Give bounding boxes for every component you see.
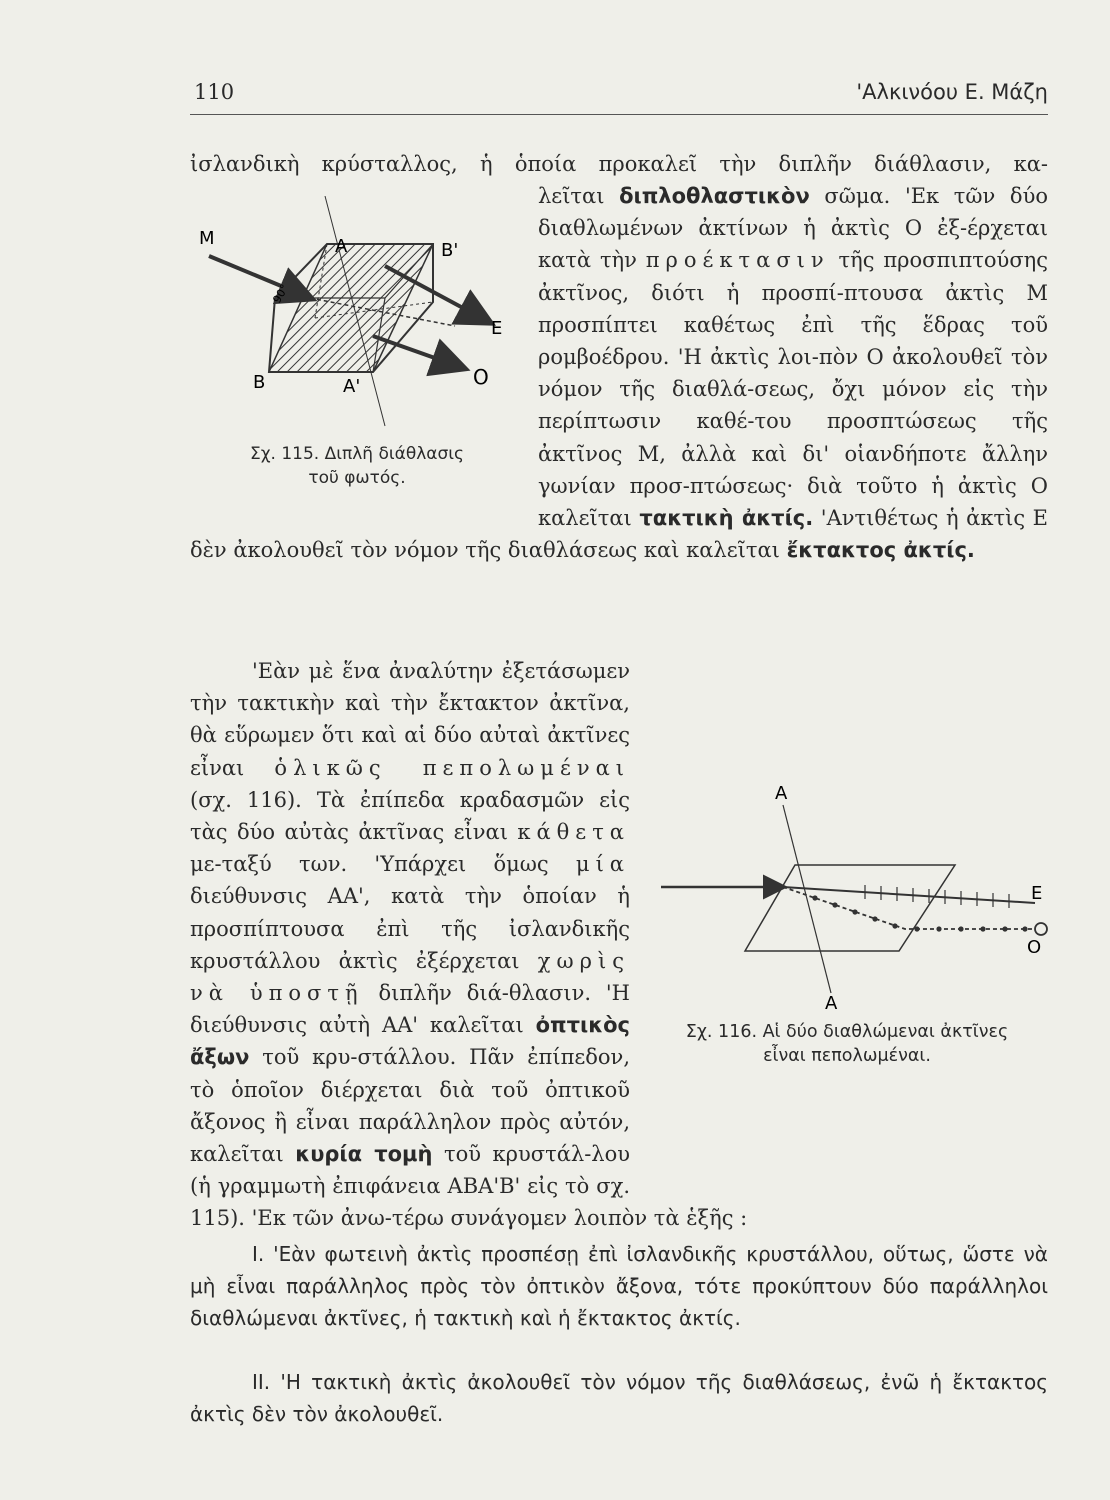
label-e: Ε (1031, 883, 1043, 904)
label-a-top: Α (775, 783, 788, 804)
label-e: Ε (491, 318, 503, 339)
figure-116-caption: Σχ. 116. Αἱ δύο διαθλώμεναι ἀκτῖνες εἶναι πεπολωμέναι. (685, 1022, 1009, 1066)
term-birefringent: διπλοθλαστικὸν (619, 184, 810, 208)
term-ordinary-ray: τακτικὴ ἀκτίς. (639, 506, 814, 531)
emphasis-without-undergoing: χωρὶς νὰ ὑποστῇ (190, 948, 630, 1006)
label-m: Μ (199, 228, 215, 249)
label-o: Ο (473, 365, 489, 389)
page-header (190, 80, 1048, 115)
emphasis-totally-polarized: ὁλικῶς πεπολωμέναι (274, 755, 630, 780)
paragraph-1-body: λεῖται διπλοθλαστικὸν σῶμα. 'Εκ τῶν δύο διαθλωμένων ἀκτίνων ἡ ἀκτὶς Ο ἐξ-έρχεται κατὰ τὴν προέκτασιν τῆς προσπιπτούσης ἀκτῖνος, διότι ἡ προσπί-πτουσα ἀκτὶς Μ προσπίπτει καθέτως ἐπὶ τῆς ἕδρας τοῦ ρομβοέδρου. 'Η ἀκτὶς λοι-πὸν Ο ἀκολουθεῖ τὸν νόμον τῆς διαθλά-σεως, ὄχι μόνον εἰς τὴν περίπτωσιν καθέ-του προσπτώσεως τῆς ἀκτῖνος Μ, ἀλλὰ καὶ δι' οἱανδήποτε ἄλλην γωνίαν προσ-πτώσεως· διὰ τοῦτο ἡ ἀκτὶς Ο καλεῖται τακτικὴ ἀκτίς. 'Αντιθέτως ἡ ἀκτὶς Ε δὲν ἀκολουθεῖ τὸν νόμον τῆς διαθλάσεως καὶ καλεῖται ἔκτακτος ἀκτίς. (190, 184, 1049, 563)
term-optic-axis: ὀπτικὸς ἄξων (190, 1013, 630, 1070)
ordinary-ray-o (373, 336, 463, 368)
label-a: Α (335, 236, 348, 257)
label-angle-90: 90° (270, 282, 292, 306)
figure-116-diagram (655, 775, 1055, 1015)
label-a-bottom: Α (825, 993, 838, 1014)
page-number: 110 (194, 80, 235, 104)
optic-axis-line (783, 805, 831, 993)
label-b: Β (253, 372, 266, 393)
emphasis-prolongation: προέκτασιν (645, 248, 830, 273)
crystal-outline (745, 865, 955, 951)
ordinary-ray-o (783, 887, 1035, 929)
emphasis-one: μία (575, 852, 630, 877)
figure-115-caption: Σχ. 115. Διπλῆ διάθλασις τοῦ φωτός. (249, 444, 464, 488)
running-head: 'Αλκινόου Ε. Μάζη (856, 80, 1048, 104)
term-principal-section: κυρία τομὴ (295, 1142, 433, 1167)
emphasis-perpendicular: κάθετα (517, 820, 630, 845)
label-o: Ο (1027, 937, 1042, 958)
conclusion-1: Ι. 'Εὰν φωτεινὴ ἀκτὶς προσπέσῃ ἐπὶ ἰσλανδικῆς κρυστάλλου, οὕτως, ὥστε νὰ μὴ εἶναι παράλληλος πρὸς τὸν ὀπτικὸν ἄξονα, τότε προκύπτουν δύο παράλληλοι διαθλώμεναι ἀκτῖνες, ἡ τακτικὴ καὶ ἡ ἔκτακτος ἀκτίς. (190, 1242, 1048, 1331)
label-a-prime: Α' (343, 376, 361, 397)
figure-115-diagram (195, 196, 515, 436)
paragraph-1-first-line: ἰσλανδικὴ κρύσταλλος, ἡ ὁποία προκαλεῖ τὴν διπλῆν διάθλασιν, κα- (190, 152, 1048, 176)
extraordinary-ray-e (783, 887, 1035, 903)
paragraph-2: 'Εὰν μὲ ἕνα ἀναλύτην ἐξετάσωμεν τὴν τακτικὴν καὶ τὴν ἔκτακτον ἀκτῖνα, θὰ εὕρωμεν ὅτι καὶ αἱ δύο αὐταὶ ἀκτῖνες εἶναι ὁλικῶς πεπολωμέναι (σχ. 116). Τὰ ἐπίπεδα κραδασμῶν εἰς τὰς δύο αὐτὰς ἀκτῖνας εἶναι κάθετα με-ταξύ των. 'Υπάρχει ὅμως μία διεύθυνσις ΑΑ', κατὰ τὴν ὁποίαν ἡ προσπίπτουσα ἐπὶ τῆς ἰσλανδικῆς κρυστάλλου ἀκτὶς ἐξέρχεται χωρὶς νὰ ὑποστῇ διπλῆν διά-θλασιν. 'Η διεύθυνσις αὐτὴ ΑΑ' καλεῖται ὀπτικὸς ἄξων τοῦ κρυ-στάλλου. Πᾶν ἐπίπεδον, τὸ ὁποῖον διέρχεται διὰ τοῦ ὀπτικοῦ ἄξονος ἢ εἶναι παράλληλον πρὸς αὐτόν, καλεῖται κυρία τομὴ τοῦ κρυστάλ-λου (ἡ γραμμωτὴ ἐπιφάνεια ΑΒΑ'Β' εἰς τὸ σχ. 115). 'Εκ τῶν ἀνω-τέρω συνάγομεν λοιπὸν τὰ ἑξῆς : (190, 659, 748, 1231)
conclusion-2: ΙΙ. 'Η τακτικὴ ἀκτὶς ἀκολουθεῖ τὸν νόμον τῆς διαθλάσεως, ἐνῶ ἡ ἔκτακτος ἀκτὶς δὲν τὸν ἀκολουθεῖ. (190, 1370, 1048, 1427)
term-extraordinary-ray: ἔκτακτος ἀκτίς. (786, 538, 975, 563)
label-b-prime: Β' (441, 240, 459, 261)
principal-section (269, 244, 433, 372)
